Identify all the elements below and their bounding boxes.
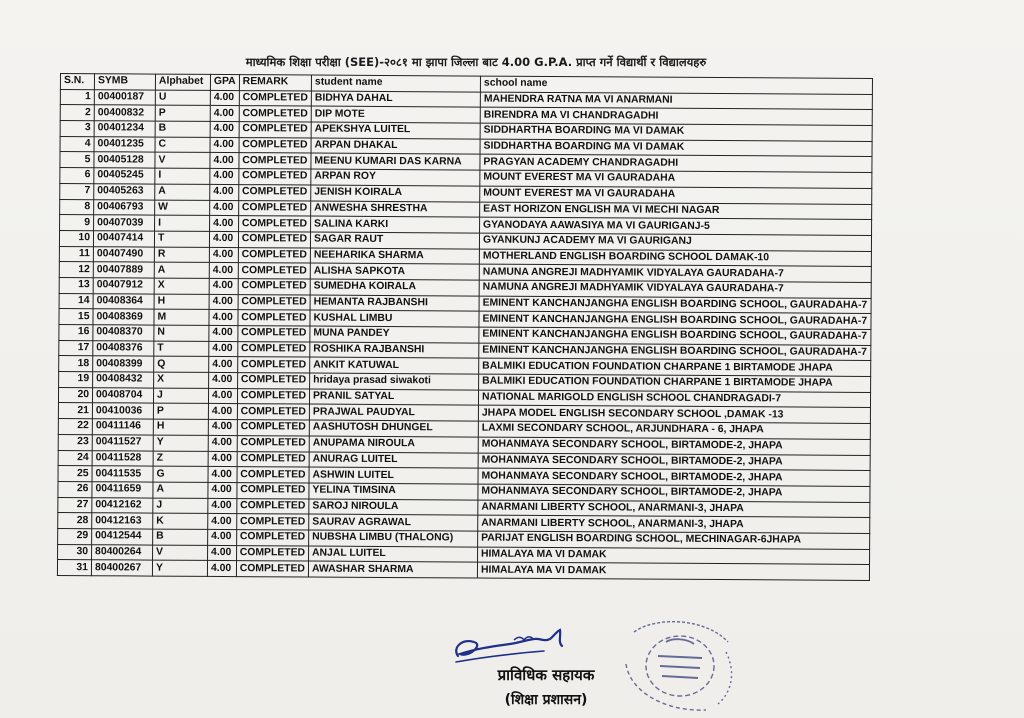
cell-remark: COMPLETED [239, 153, 311, 169]
cell-gpa: 4.00 [209, 357, 238, 373]
cell-sn: 9 [60, 215, 94, 231]
cell-school-name: EMINENT KANCHANJANGHA ENGLISH BOARDING SCHOOL, GAURADAHA-7 [479, 343, 871, 361]
cell-student-name: HEMANTA RAJBANSHI [310, 295, 479, 312]
cell-school-name: SIDDHARTHA BOARDING MA VI DAMAK [480, 139, 872, 157]
cell-sn: 25 [58, 466, 92, 482]
cell-symb: 00408432 [93, 372, 154, 388]
cell-alphabet: C [155, 137, 210, 153]
cell-remark: COMPLETED [238, 294, 310, 310]
cell-alphabet: A [155, 184, 210, 200]
cell-symb: 00405263 [94, 184, 155, 200]
cell-student-name: YELINA TIMSINA [309, 483, 478, 500]
cell-alphabet: M [154, 309, 209, 325]
cell-gpa: 4.00 [208, 420, 237, 436]
cell-symb: 00408370 [93, 325, 154, 341]
cell-school-name: GYANKUNJ ACADEMY MA VI GAURIGANJ [479, 233, 871, 251]
cell-student-name: AWASHAR SHARMA [308, 561, 477, 578]
cell-symb: 00411146 [92, 419, 153, 435]
cell-alphabet: J [153, 388, 208, 404]
cell-alphabet: H [154, 294, 209, 310]
cell-symb: 00408376 [93, 340, 154, 356]
cell-student-name: SAGAR RAUT [310, 232, 479, 249]
cell-symb: 00408369 [93, 309, 154, 325]
cell-remark: COMPLETED [238, 200, 310, 216]
cell-school-name: MOTHERLAND ENGLISH BOARDING SCHOOL DAMAK-10 [479, 249, 871, 267]
cell-symb: 80400267 [91, 560, 152, 576]
cell-school-name: SIDDHARTHA BOARDING MA VI DAMAK [480, 123, 872, 141]
cell-student-name: PRANIL SATYAL [309, 389, 478, 406]
cell-student-name: hridaya prasad siwakoti [310, 373, 479, 390]
table-body [57, 89, 872, 580]
cell-symb: 00407490 [93, 246, 154, 262]
cell-student-name: SALINA KARKI [311, 216, 480, 233]
cell-alphabet: W [155, 200, 210, 216]
cell-symb: 00407889 [93, 262, 154, 278]
cell-student-name: JENISH KOIRALA [311, 185, 480, 202]
cell-alphabet: G [153, 466, 208, 482]
cell-symb: 00407039 [94, 215, 155, 231]
cell-sn: 1 [60, 89, 94, 105]
results-table [57, 73, 873, 581]
cell-alphabet: Z [153, 451, 208, 467]
cell-remark: COMPLETED [238, 326, 310, 342]
cell-symb: 00405128 [94, 152, 155, 168]
cell-gpa: 4.00 [208, 545, 237, 561]
cell-symb: 00401234 [94, 121, 155, 137]
cell-symb: 00411528 [92, 450, 153, 466]
cell-symb: 00411535 [92, 466, 153, 482]
cell-remark: COMPLETED [237, 373, 309, 389]
cell-gpa: 4.00 [210, 153, 239, 169]
cell-remark: COMPLETED [238, 247, 310, 263]
cell-student-name: PRAJWAL PAUDYAL [309, 404, 478, 421]
cell-sn: 26 [58, 481, 92, 497]
signature-image [448, 618, 578, 668]
cell-gpa: 4.00 [208, 467, 237, 483]
signatory-department: (शिक्षा प्रशासन) [504, 692, 588, 708]
cell-student-name: ARPAN DHAKAL [311, 138, 480, 155]
cell-remark: COMPLETED [237, 467, 309, 483]
cell-remark: COMPLETED [237, 420, 309, 436]
cell-sn: 18 [59, 356, 93, 372]
cell-gpa: 4.00 [209, 247, 238, 263]
cell-symb: 00408364 [93, 293, 154, 309]
cell-school-name: HIMALAYA MA VI DAMAK [477, 562, 869, 580]
cell-remark: COMPLETED [238, 341, 310, 357]
cell-sn: 24 [58, 450, 92, 466]
header-sn: S.N. [60, 74, 94, 90]
cell-gpa: 4.00 [210, 137, 239, 153]
cell-alphabet: A [153, 482, 208, 498]
cell-symb: 00408399 [93, 356, 154, 372]
cell-gpa: 4.00 [208, 482, 237, 498]
cell-student-name: DIP MOTE [311, 106, 480, 123]
cell-school-name: BIRENDRA MA VI CHANDRAGADHI [480, 107, 872, 125]
cell-student-name: AASHUTOSH DHUNGEL [309, 420, 478, 437]
cell-alphabet: V [153, 545, 208, 561]
cell-symb: 00411659 [92, 482, 153, 498]
cell-gpa: 4.00 [209, 372, 238, 388]
cell-sn: 5 [60, 152, 94, 168]
cell-sn: 7 [60, 183, 94, 199]
header-alphabet: Alphabet [155, 74, 210, 90]
cell-symb: 00412162 [92, 497, 153, 513]
cell-alphabet: X [154, 372, 209, 388]
cell-remark: COMPLETED [238, 184, 310, 200]
cell-gpa: 4.00 [208, 404, 237, 420]
cell-remark: COMPLETED [237, 482, 309, 498]
cell-remark: COMPLETED [237, 388, 309, 404]
cell-gpa: 4.00 [210, 169, 239, 185]
cell-alphabet: P [153, 404, 208, 420]
cell-student-name: ROSHIKA RAJBANSHI [310, 342, 479, 359]
cell-student-name: ANURAG LUITEL [309, 452, 478, 469]
cell-sn: 30 [58, 544, 92, 560]
cell-sn: 19 [59, 372, 93, 388]
cell-sn: 3 [60, 121, 94, 137]
cell-alphabet: B [153, 529, 208, 545]
cell-remark: COMPLETED [237, 435, 309, 451]
cell-school-name: MOUNT EVEREST MA VI GAURADAHA [480, 170, 872, 188]
cell-gpa: 4.00 [208, 451, 237, 467]
cell-student-name: SAROJ NIROULA [309, 499, 478, 516]
cell-alphabet: I [155, 215, 210, 231]
cell-gpa: 4.00 [209, 263, 238, 279]
cell-sn: 6 [60, 168, 94, 184]
cell-sn: 15 [59, 309, 93, 325]
official-stamp-image [606, 612, 746, 718]
cell-student-name: SUMEDHA KOIRALA [310, 279, 479, 296]
cell-student-name: MUNA PANDEY [310, 326, 479, 343]
cell-school-name: PRAGYAN ACADEMY CHANDRAGADHI [480, 155, 872, 173]
cell-gpa: 4.00 [208, 498, 237, 514]
cell-symb: 00407912 [93, 278, 154, 294]
cell-remark: COMPLETED [237, 451, 309, 467]
cell-sn: 2 [60, 105, 94, 121]
cell-sn: 20 [58, 387, 92, 403]
cell-remark: COMPLETED [239, 137, 311, 153]
cell-symb: 00410036 [92, 403, 153, 419]
cell-school-name: EAST HORIZON ENGLISH MA VI MECHI NAGAR [480, 202, 872, 220]
cell-alphabet: H [153, 419, 208, 435]
cell-alphabet: T [154, 231, 209, 247]
cell-sn: 11 [59, 246, 93, 262]
cell-alphabet: N [154, 325, 209, 341]
cell-gpa: 4.00 [208, 388, 237, 404]
cell-gpa: 4.00 [209, 231, 238, 247]
cell-remark: COMPLETED [238, 279, 310, 295]
cell-student-name: BIDHYA DAHAL [311, 91, 480, 108]
cell-sn: 17 [59, 340, 93, 356]
cell-gpa: 4.00 [209, 310, 238, 326]
cell-alphabet: K [153, 513, 208, 529]
cell-gpa: 4.00 [209, 341, 238, 357]
cell-symb: 00400187 [94, 89, 155, 105]
cell-school-name: EMINENT KANCHANJANGHA ENGLISH BOARDING SCHOOL, GAURADAHA-7 [479, 296, 871, 314]
cell-symb: 00405245 [94, 168, 155, 184]
cell-sn: 8 [60, 199, 94, 215]
cell-symb: 00401235 [94, 136, 155, 152]
cell-alphabet: P [155, 105, 210, 121]
cell-school-name: BALMIKI EDUCATION FOUNDATION CHARPANE 1 BIRTAMODE JHAPA [479, 358, 871, 376]
cell-school-name: ANARMANI LIBERTY SCHOOL, ANARMANI-3, JHAPA [478, 500, 870, 518]
cell-school-name: NAMUNA ANGREJI MADHYAMIK VIDYALAYA GAURADAHA-7 [479, 280, 871, 298]
cell-school-name: ANARMANI LIBERTY SCHOOL, ANARMANI-3, JHAPA [478, 515, 870, 533]
cell-sn: 28 [58, 513, 92, 529]
cell-alphabet: V [155, 153, 210, 169]
cell-student-name: KUSHAL LIMBU [310, 310, 479, 327]
cell-remark: COMPLETED [238, 263, 310, 279]
cell-sn: 31 [57, 560, 91, 576]
cell-symb: 80400264 [92, 544, 153, 560]
cell-school-name: EMINENT KANCHANJANGHA ENGLISH BOARDING SCHOOL, GAURADAHA-7 [479, 311, 871, 329]
cell-school-name: MOHANMAYA SECONDARY SCHOOL, BIRTAMODE-2, JHAPA [478, 468, 870, 486]
header-school-name: school name [480, 76, 872, 94]
cell-student-name: ANKIT KATUWAL [310, 357, 479, 374]
cell-remark: COMPLETED [239, 90, 311, 106]
cell-alphabet: U [155, 90, 210, 106]
cell-student-name: ALISHA SAPKOTA [310, 263, 479, 280]
cell-sn: 16 [59, 324, 93, 340]
cell-gpa: 4.00 [210, 121, 239, 137]
cell-sn: 23 [58, 434, 92, 450]
cell-gpa: 4.00 [210, 184, 239, 200]
cell-sn: 12 [59, 262, 93, 278]
cell-school-name: NATIONAL MARIGOLD ENGLISH SCHOOL CHANDRAGADI-7 [478, 390, 870, 408]
cell-school-name: NAMUNA ANGREJI MADHYAMIK VIDYALAYA GAURADAHA-7 [479, 264, 871, 282]
cell-remark: COMPLETED [239, 169, 311, 185]
cell-alphabet: Y [153, 435, 208, 451]
cell-student-name: ARPAN ROY [311, 169, 480, 186]
cell-symb: 00411527 [92, 435, 153, 451]
cell-alphabet: A [154, 262, 209, 278]
cell-alphabet: Y [152, 560, 207, 576]
signatory-designation: प्राविधिक सहायक [497, 666, 595, 684]
cell-student-name: ASHWIN LUITEL [309, 467, 478, 484]
cell-school-name: MOHANMAYA SECONDARY SCHOOL, BIRTAMODE-2, JHAPA [478, 437, 870, 455]
cell-school-name: MOHANMAYA SECONDARY SCHOOL, BIRTAMODE-2, JHAPA [478, 484, 870, 502]
cell-school-name: MAHENDRA RATNA MA VI ANARMANI [480, 92, 872, 110]
document-title: माध्यमिक शिक्षा परीक्षा (SEE)-२०८१ मा झापा जिल्ला बाट 4.00 G.P.A. प्राप्त गर्ने विद्यार्थी र विद्यालयहरु [245, 55, 707, 69]
cell-remark: COMPLETED [236, 561, 308, 577]
cell-sn: 4 [60, 136, 94, 152]
cell-gpa: 4.00 [209, 294, 238, 310]
cell-symb: 00400832 [94, 105, 155, 121]
cell-alphabet: Q [154, 356, 209, 372]
cell-remark: COMPLETED [236, 530, 308, 546]
header-gpa: GPA [210, 74, 239, 90]
cell-school-name: HIMALAYA MA VI DAMAK [478, 547, 870, 565]
cell-alphabet: J [153, 498, 208, 514]
cell-gpa: 4.00 [209, 325, 238, 341]
cell-alphabet: I [155, 168, 210, 184]
cell-remark: COMPLETED [239, 122, 311, 138]
cell-school-name: BALMIKI EDUCATION FOUNDATION CHARPANE 1 BIRTAMODE JHAPA [479, 374, 871, 392]
cell-school-name: EMINENT KANCHANJANGHA ENGLISH BOARDING SCHOOL, GAURADAHA-7 [479, 327, 871, 345]
cell-remark: COMPLETED [238, 216, 310, 232]
cell-symb: 00412544 [92, 529, 153, 545]
cell-symb: 00412163 [92, 513, 153, 529]
cell-school-name: MOHANMAYA SECONDARY SCHOOL, BIRTAMODE-2, JHAPA [478, 453, 870, 471]
cell-school-name: LAXMI SECONDARY SCHOOL, ARJUNDHARA - 6, JHAPA [478, 421, 870, 439]
cell-gpa: 4.00 [207, 561, 236, 577]
cell-alphabet: T [154, 341, 209, 357]
cell-remark: COMPLETED [239, 106, 311, 122]
cell-gpa: 4.00 [208, 435, 237, 451]
cell-school-name: PARIJAT ENGLISH BOARDING SCHOOL, MECHINAGAR-6JHAPA [478, 531, 870, 549]
cell-gpa: 4.00 [208, 529, 237, 545]
cell-remark: COMPLETED [236, 545, 308, 561]
cell-remark: COMPLETED [237, 404, 309, 420]
cell-student-name: APEKSHYA LUITEL [311, 122, 480, 139]
cell-student-name: SAURAV AGRAWAL [309, 514, 478, 531]
cell-student-name: ANJAL LUITEL [309, 546, 478, 563]
cell-gpa: 4.00 [210, 200, 239, 216]
cell-school-name: MOUNT EVEREST MA VI GAURADAHA [480, 186, 872, 204]
cell-sn: 22 [58, 419, 92, 435]
cell-school-name: GYANODAYA AAWASIYA MA VI GAURIGANJ-5 [480, 217, 872, 235]
cell-sn: 10 [59, 230, 93, 246]
cell-remark: COMPLETED [237, 357, 309, 373]
cell-alphabet: X [154, 278, 209, 294]
header-remark: REMARK [239, 75, 311, 91]
cell-sn: 29 [58, 528, 92, 544]
cell-sn: 21 [58, 403, 92, 419]
cell-remark: COMPLETED [238, 231, 310, 247]
cell-sn: 14 [59, 293, 93, 309]
cell-symb: 00408704 [92, 387, 153, 403]
cell-remark: COMPLETED [238, 310, 310, 326]
cell-remark: COMPLETED [236, 514, 308, 530]
cell-student-name: ANWESHA SHRESTHA [311, 201, 480, 218]
cell-gpa: 4.00 [210, 90, 239, 106]
header-symb: SYMB [94, 74, 155, 90]
cell-sn: 27 [58, 497, 92, 513]
cell-gpa: 4.00 [209, 278, 238, 294]
cell-gpa: 4.00 [208, 514, 237, 530]
cell-student-name: MEENU KUMARI DAS KARNA [311, 153, 480, 170]
cell-student-name: NUBSHA LIMBU (THALONG) [309, 530, 478, 547]
cell-symb: 00406793 [94, 199, 155, 215]
cell-student-name: ANUPAMA NIROULA [309, 436, 478, 453]
cell-gpa: 4.00 [210, 106, 239, 122]
cell-symb: 00407414 [93, 231, 154, 247]
cell-remark: COMPLETED [237, 498, 309, 514]
cell-sn: 13 [59, 277, 93, 293]
cell-alphabet: B [155, 121, 210, 137]
cell-school-name: JHAPA MODEL ENGLISH SECONDARY SCHOOL ,DAMAK -13 [478, 405, 870, 423]
cell-student-name: NEEHARIKA SHARMA [310, 248, 479, 265]
header-student-name: student name [311, 75, 480, 92]
cell-alphabet: R [154, 247, 209, 263]
cell-gpa: 4.00 [210, 216, 239, 232]
